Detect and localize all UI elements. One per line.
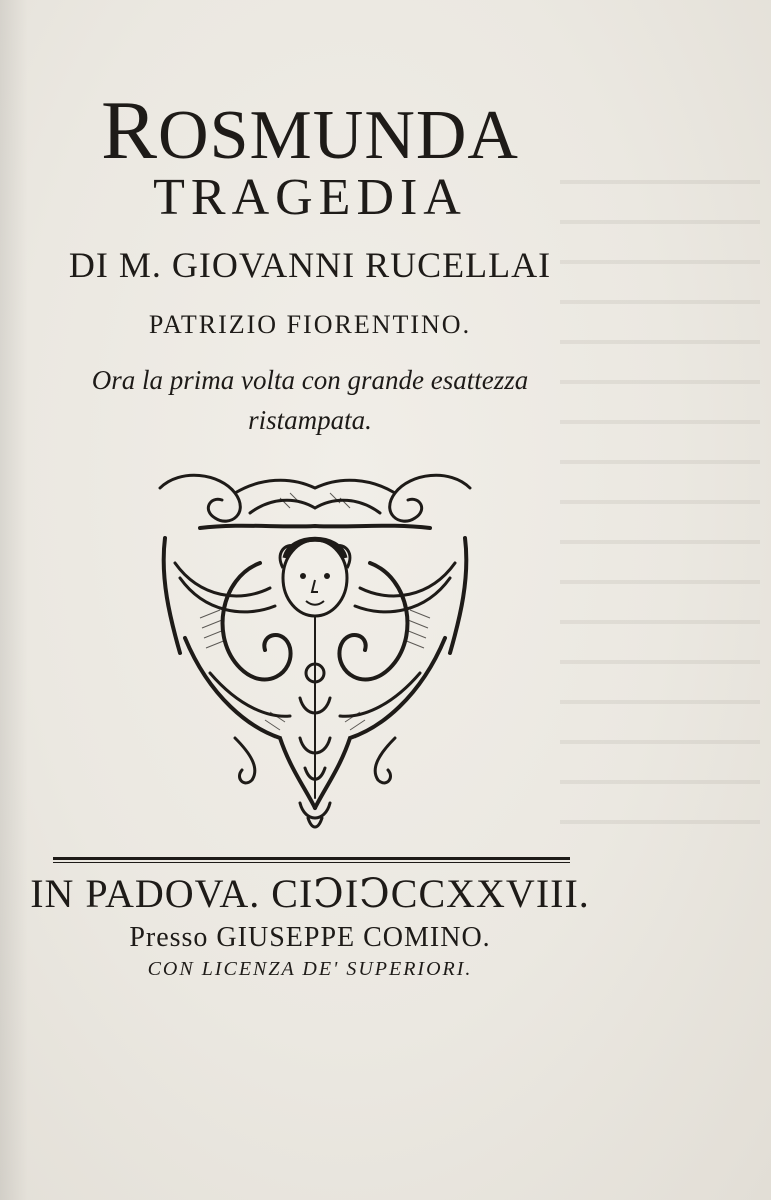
printer-line: Presso GIUSEPPE COMINO. [129, 922, 491, 953]
book-title [0, 82, 620, 179]
author-rank: PATRIZIO FIORENTINO. [148, 310, 472, 339]
title-rest: OSMUNDA [158, 97, 519, 174]
edition-note-line-1: Ora la prima volta con grande esattezza [91, 365, 529, 395]
imprint-place-date: IN PADOVA. CIↃIↃCCXXVIII. [30, 871, 590, 916]
title-initial: R [101, 84, 159, 177]
imprint-rule-thick [53, 857, 570, 860]
imprint-rule-thin [53, 862, 570, 863]
license-line: CON LICENZA DE' SUPERIORI. [147, 958, 473, 980]
baroque-cherub-vignette-icon [140, 468, 490, 833]
book-subtitle: TRAGEDIA [153, 169, 467, 226]
edition-note-line-2: ristampata. [248, 405, 372, 435]
author-line: DI M. GIOVANNI RUCELLAI [68, 245, 552, 285]
